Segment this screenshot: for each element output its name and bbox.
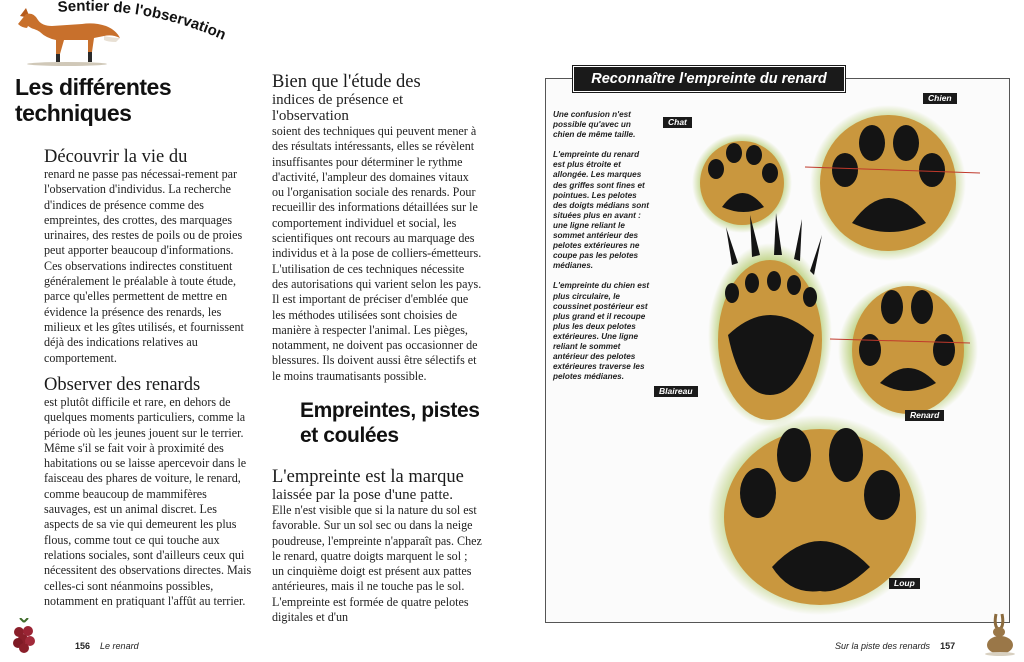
caption-paragraph: L'empreinte du chien est plus circulaire, le coussinet postérieur est plus grand et il recoupe plus les deux pelotes extérieures. Une ligne reliant le sommet antérieur des pelotes extérieures traverse les pelotes médianes. xyxy=(553,281,650,382)
plate-caption xyxy=(553,110,653,392)
section-bien-que xyxy=(272,73,482,384)
body-text: Elle n'est visible que si la nature du sol est favorable. Sur un sol sec ou dans la neige poudreuse, l'empreinte n'apparaît pas. Chez le renard, quatre doigts marquent le sol ; un cinquième doigt est présent aux pattes antérieures, mais il ne touche pas le sol. L'empreinte est formée de quatre pelotes digitales et d'un xyxy=(272,503,482,625)
label-chien: Chien xyxy=(923,93,957,104)
lead-subline: laissée par la pose d'une patte. xyxy=(272,487,453,503)
label-loup: Loup xyxy=(889,578,920,589)
series-title: Sentier de l'observation xyxy=(57,0,229,44)
label-blaireau: Blaireau xyxy=(654,386,698,397)
label-chat: Chat xyxy=(663,117,692,128)
section-observer xyxy=(44,376,254,609)
label-renard: Renard xyxy=(905,410,944,421)
caption-paragraph: Une confusion n'est possible qu'avec un chien de même taille. xyxy=(553,110,636,140)
caption-paragraph: L'empreinte du renard est plus étroite et allongée. Les marques des griffes sont fines et pointues. Les pelotes des doigts médians sont situées plus en avant : une ligne reliant le sommet antérieur des pelotes extérieures ne coupe pas les pelotes médianes. xyxy=(553,150,649,271)
lead-subline: indices de présence et l'observation xyxy=(272,92,404,124)
dog-paw-print xyxy=(805,105,980,261)
page-number-right: 157 xyxy=(940,641,956,651)
plate-title: Reconnaître l'empreinte du renard xyxy=(573,66,845,92)
lead-in: L'empreinte est la marque xyxy=(272,467,464,487)
hare-icon xyxy=(982,612,1018,656)
cat-paw-print xyxy=(692,133,792,233)
body-text: est plutôt difficile et rare, en dehors de quelques moments particuliers, comme la période où les jeunes jouent sur le terrier. Même s'il se fait voir à proximité des habitations ou se laisse apercevoir dans le faisceau des phares de voiture, le renard, comme beaucoup de mammifères sauvages, est un animal discret. Les aspects de sa vie qui demeurent les plus flous, comme tout ce qui touche aux relations sociales, sont d'ailleurs ceux qui nécessitent des observations directes. Mais celles-ci sont néanmoins possibles, notamment en pratiquant l'affût au terrier. xyxy=(44,395,252,608)
paw-prints-illustration xyxy=(680,95,1010,615)
svg-text:Sentier de l'observation xyxy=(57,0,228,44)
page-title: Les différentes techniques xyxy=(15,74,172,126)
lead-in: Découvrir la vie du xyxy=(44,147,188,167)
body-text: soient des techniques qui peuvent mener à des résultats intéressants, elles se révèlent insuffisantes pour déterminer le rythme d'activité, l'ampleur des domaines vitaux ou l'organisation sociale des renards. Pour recueillir des informations détaillées sur le comportement individuel et social, les scientifiques ont recours au marquage des individus et à la pose de colliers-émetteurs. L'utilisation de ces techniques nécessite des autorisations qui varient selon les pays. Il est important de préciser d'emblée que les méthodes utilisées sont choisies de manière à respecter l'animal. Les pièges, notamment, ne doivent pas occasionner de blessures. Ils doivent aussi être sélectifs et le moins traumatisants possible. xyxy=(272,124,482,383)
running-title-left: Le renard xyxy=(100,641,139,651)
lead-in: Observer des renards xyxy=(44,375,201,395)
section-heading: Empreintes, pistes et coulées xyxy=(300,399,480,447)
section-decouvrir xyxy=(44,148,254,366)
raspberry-icon xyxy=(10,618,38,654)
page-number-left: 156 xyxy=(75,641,91,651)
footer-left xyxy=(75,641,139,651)
body-text: renard ne passe pas nécessai-rement par l'observation d'individus. La recherche d'indices de présence comme des empreintes, des crottes, des marquages urinaires, des restes de poils ou de proies peut apporter beaucoup d'informations. Ces observations indirectes constituent généralement le préalable à toute étude, parce qu'elles permettent de mettre en évidence la présence des renards, les milieux et les gîtes utilisés, et fournissent déjà des indications relatives au comportement. xyxy=(44,167,244,365)
fox-paw-print xyxy=(830,280,978,420)
footer-right xyxy=(835,641,955,651)
running-title-right: Sur la piste des renards xyxy=(835,641,931,651)
badger-paw-print xyxy=(708,213,832,427)
series-title-arc xyxy=(48,0,238,60)
section-empreinte xyxy=(272,468,482,625)
lead-in: Bien que l'étude des xyxy=(272,72,421,92)
